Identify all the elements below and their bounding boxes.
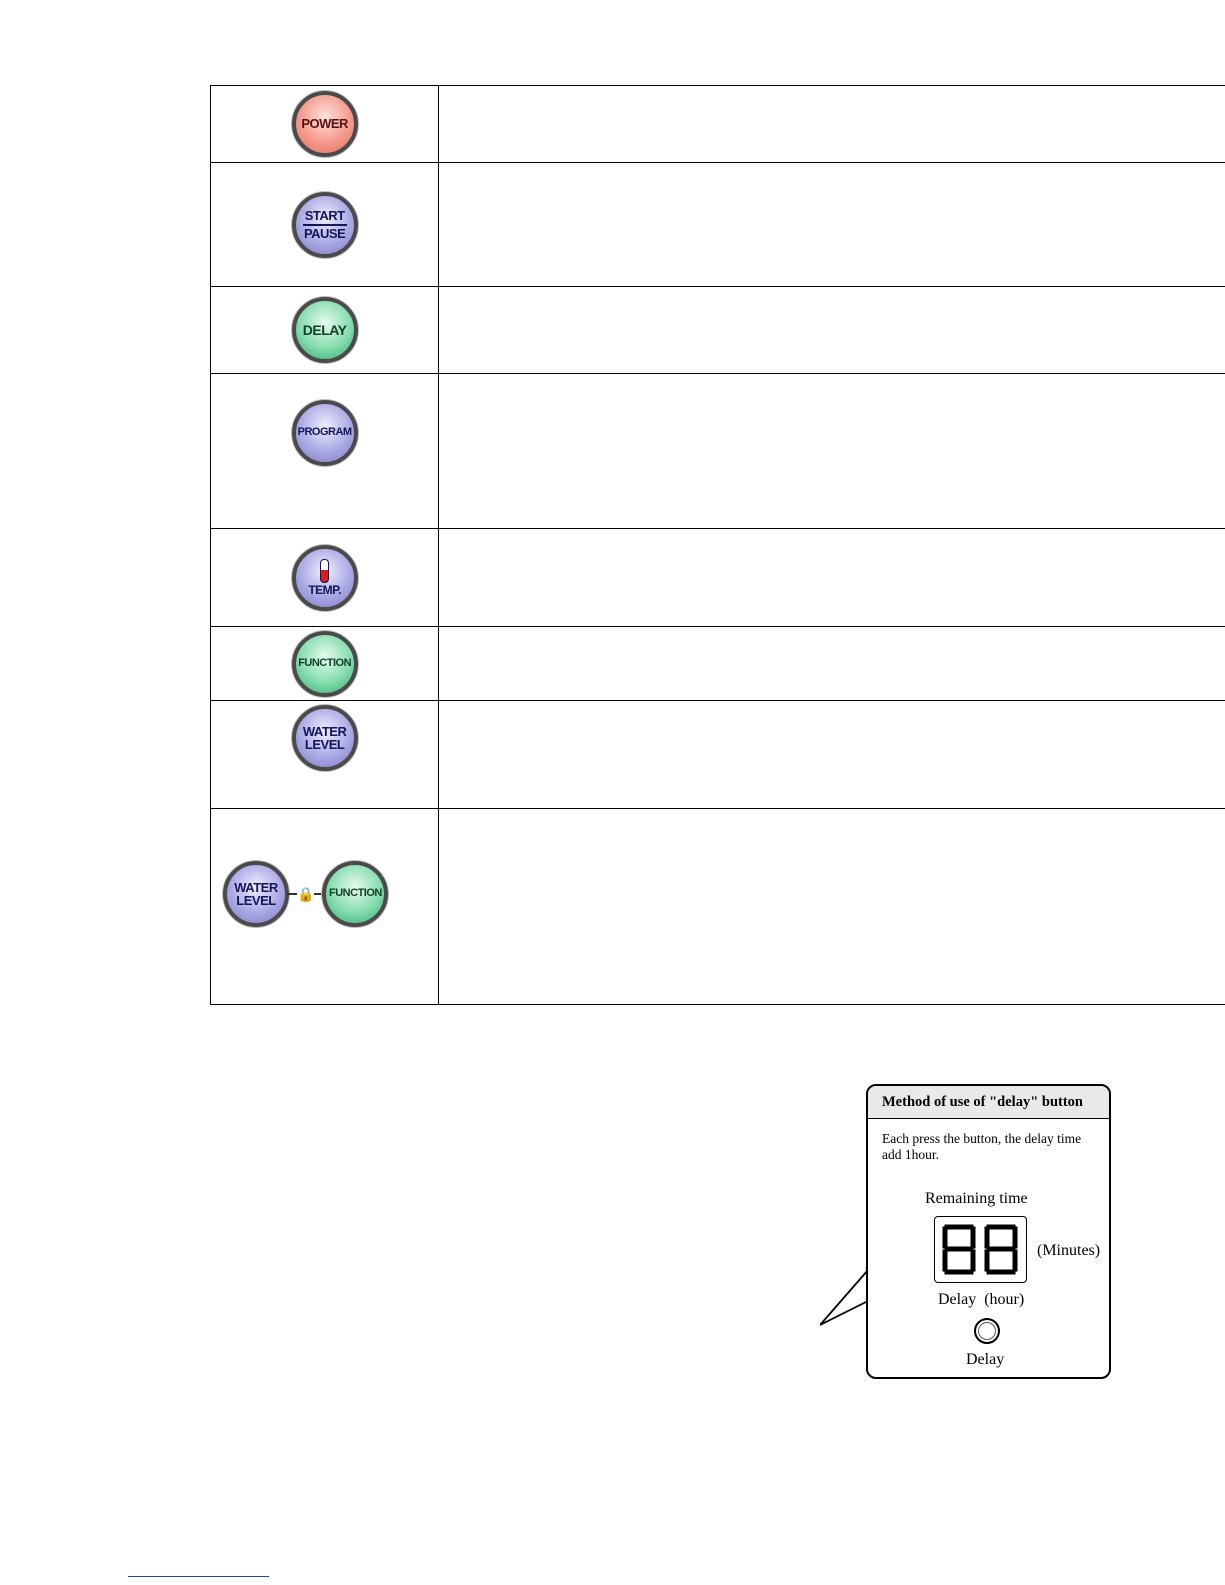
start-label: START <box>304 208 345 224</box>
description-cell <box>439 287 1225 374</box>
temp-button-label: TEMP. <box>308 582 341 597</box>
table-row <box>211 627 1225 701</box>
description-cell <box>439 809 1225 1005</box>
water-level-button-icon <box>292 705 358 771</box>
child-lock-combo-icon <box>223 861 388 927</box>
button-table <box>210 85 1225 1005</box>
program-button-icon <box>292 400 358 466</box>
table-row <box>211 287 1225 374</box>
connector-line <box>287 893 297 895</box>
function-button-icon <box>292 631 358 697</box>
delay-button-label: DELAY <box>302 321 347 338</box>
function-button-label: FUNCTION <box>298 656 352 669</box>
start-pause-button-icon <box>292 192 358 258</box>
delay-callout <box>866 1084 1111 1379</box>
water-level-button-icon <box>223 861 289 927</box>
description-cell <box>439 374 1225 529</box>
table-row <box>211 163 1225 287</box>
delay-button-icon <box>292 297 358 363</box>
table-row <box>211 701 1225 809</box>
seven-segment-icon <box>935 1217 1025 1281</box>
lock-link <box>287 887 324 901</box>
description-cell <box>439 163 1225 287</box>
icon-cell <box>211 809 439 1005</box>
delay-indicator-icon <box>974 1318 1000 1344</box>
description-cell <box>439 86 1225 163</box>
digit-display <box>934 1216 1027 1283</box>
water-label: WATER <box>302 723 347 739</box>
table-row <box>211 529 1225 627</box>
function-button-icon <box>322 861 388 927</box>
icon-cell <box>211 701 439 809</box>
icon-cell <box>211 529 439 627</box>
level-label: LEVEL <box>236 893 276 908</box>
table-row <box>211 809 1225 1005</box>
icon-cell <box>211 86 439 163</box>
table-row <box>211 86 1225 163</box>
pause-label: PAUSE <box>303 225 346 241</box>
description-cell <box>439 701 1225 809</box>
power-button-label: POWER <box>301 116 348 132</box>
water-label: WATER <box>234 879 278 895</box>
delay-hour-label: Delay (hour) <box>938 1291 1025 1308</box>
delay-indicator-label: Delay <box>966 1351 1005 1368</box>
program-button-label: PROGRAM <box>297 426 352 439</box>
callout-title: Method of use of "delay" button <box>868 1086 1109 1119</box>
icon-cell <box>211 374 439 529</box>
icon-cell <box>211 163 439 287</box>
level-label: LEVEL <box>304 737 345 752</box>
icon-cell <box>211 627 439 701</box>
icon-cell <box>211 287 439 374</box>
callout-text: Each press the button, the delay time add 1hour. <box>882 1131 1082 1163</box>
thermometer-icon <box>320 559 329 583</box>
temp-button-icon <box>292 545 358 611</box>
description-cell <box>439 529 1225 627</box>
table-row <box>211 374 1225 529</box>
footnote-divider <box>128 1576 269 1577</box>
function-button-label: FUNCTION <box>329 887 382 900</box>
remaining-time-label: Remaining time <box>925 1190 1028 1207</box>
power-button-icon <box>292 91 358 157</box>
description-cell <box>439 627 1225 701</box>
minutes-label: (Minutes) <box>1037 1242 1101 1259</box>
lock-icon: 🔒 <box>297 886 315 902</box>
